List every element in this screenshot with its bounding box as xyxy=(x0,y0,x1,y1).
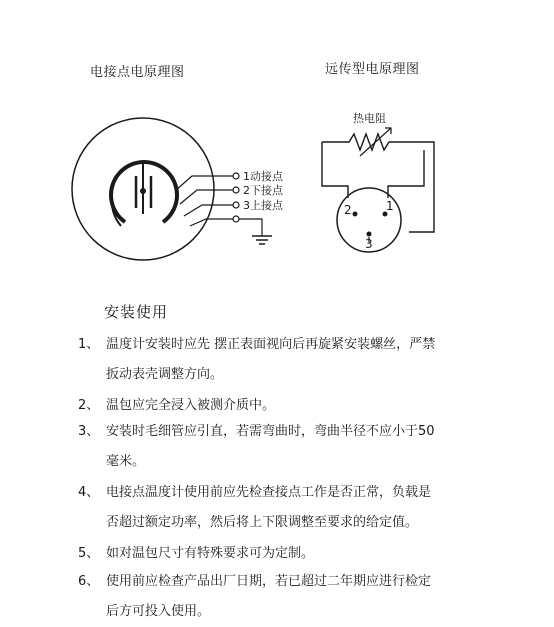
list-item-line: 毫米。 xyxy=(106,454,146,469)
wire-left xyxy=(322,142,348,198)
list-item-number: 2、 xyxy=(78,398,100,413)
section-title: 安装使用 xyxy=(104,303,169,321)
pin-label-1: 1 xyxy=(386,199,394,213)
list-item-number: 4、 xyxy=(78,485,100,500)
list-item-line: 温度计安装时应先 摆正表面视向后再旋紧安装螺丝，严禁 xyxy=(106,337,436,352)
list-item-5 xyxy=(78,539,498,569)
list-item-line: 如对温包尺寸有特殊要求可为定制。 xyxy=(106,546,315,561)
terminal-label-2: 2下接点 xyxy=(243,184,283,197)
list-item-line: 电接点温度计使用前应先检查接点工作是否正常，负载是 xyxy=(106,485,432,500)
list-item-4 xyxy=(78,478,498,538)
list-item-number: 3、 xyxy=(78,424,100,439)
list-item-line: 安装时毛细管应引直，若需弯曲时，弯曲半径不应小于50 xyxy=(106,424,435,439)
terminal-label-3: 3上接点 xyxy=(243,199,283,212)
list-item-number: 6、 xyxy=(78,574,100,589)
list-item-line: 否超过额定功率，然后将上下限调整至要求的给定值。 xyxy=(106,515,419,530)
thermal-resistor-icon xyxy=(322,128,434,232)
list-item-1 xyxy=(78,330,498,390)
list-item-number: 1、 xyxy=(78,337,100,352)
list-item-number: 5、 xyxy=(78,546,100,561)
wire-right xyxy=(388,150,424,198)
list-item-6 xyxy=(78,567,498,627)
pin-2-dot xyxy=(353,212,358,217)
diagram2-title: 远传型电原理图 xyxy=(325,62,420,77)
list-item-line: 温包应完全浸入被测介质中。 xyxy=(106,398,276,413)
terminal-label-1: 1动接点 xyxy=(243,170,283,183)
list-item-line: 扳动表壳调整方向。 xyxy=(106,367,224,382)
pin-3-dot xyxy=(367,232,372,237)
diagram1-title: 电接点电原理图 xyxy=(90,65,185,80)
list-item-line: 后方可投入使用。 xyxy=(106,604,211,619)
list-item-3 xyxy=(78,417,498,477)
pin-label-3: 3 xyxy=(365,237,373,251)
resistor-label: 热电阻 xyxy=(353,112,386,125)
list-item-line: 使用前应检查产品出厂日期，若已超过二年期应进行检定 xyxy=(106,574,432,589)
pin-label-2: 2 xyxy=(344,203,352,217)
